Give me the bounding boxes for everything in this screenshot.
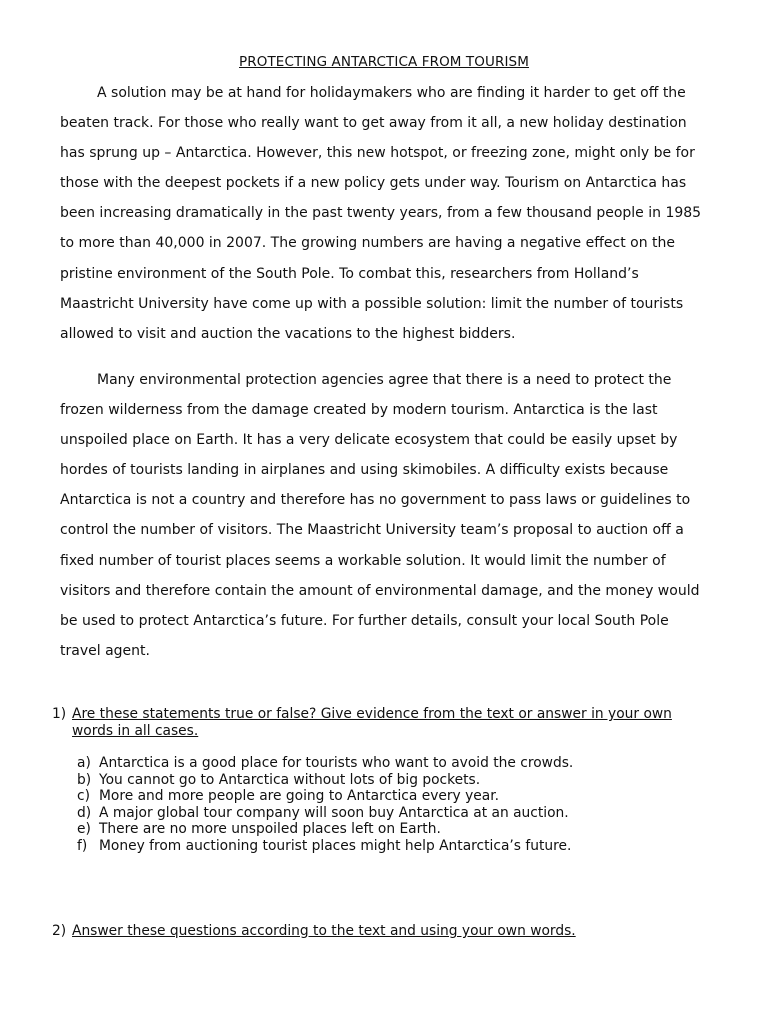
list-item bbox=[77, 821, 573, 838]
item-text: You cannot go to Antarctica without lots of big pockets. bbox=[99, 771, 481, 788]
question-prompt: Are these statements true or false? Give evidence from the text or answer in your own words in all cases. bbox=[72, 706, 672, 739]
item-text: More and more people are going to Antarctica every year. bbox=[99, 788, 499, 805]
item-letter: b) bbox=[77, 771, 92, 788]
item-text: Antarctica is a good place for tourists who want to avoid the crowds. bbox=[99, 755, 574, 771]
item-letter: a) bbox=[77, 755, 91, 771]
question-1 bbox=[52, 706, 712, 739]
question-2 bbox=[52, 923, 712, 940]
document-title: PROTECTING ANTARCTICA FROM TOURISM bbox=[239, 54, 529, 70]
item-letter: f) bbox=[77, 837, 88, 854]
question-prompt: Answer these questions according to the text and using your own words. bbox=[72, 923, 576, 939]
list-item bbox=[77, 805, 573, 822]
list-item bbox=[77, 838, 573, 855]
item-letter: c) bbox=[77, 788, 90, 805]
item-letter: e) bbox=[77, 821, 91, 838]
item-letter: d) bbox=[77, 804, 92, 821]
item-text: There are no more unspoiled places left on Earth. bbox=[99, 821, 441, 838]
paragraph-1: A solution may be at hand for holidaymakers who are finding it harder to get off the beaten track. For those who really want to get away from it all, a new holiday destination has sprung up – Antarctica. However, this new hotspot, or freezing zone, might only be for those with the deepest pockets if a new policy gets under way. Tourism on Antarctica has been increasing dramatically in the past twenty years, from a few thousand people in 1985 to more than 40,000 in 2007. The growing numbers are having a negative effect on the pristine environment of the South Pole. To combat this, researchers from Holland’s Maastricht University have come up with a possible solution: limit the number of tourists allowed to visit and auction the vacations to the highest bidders. bbox=[60, 85, 702, 342]
statement-list bbox=[77, 755, 573, 855]
list-item bbox=[77, 772, 573, 789]
paragraph-2: Many environmental protection agencies agree that there is a need to protect the frozen wilderness from the damage created by modern tourism. Antarctica is the last unspoiled place on Earth. It has a very delicate ecosystem that could be easily upset by hordes of tourists landing in airplanes and using skimobiles. A difficulty exists because Antarctica is not a country and therefore has no government to pass laws or guidelines to control the number of visitors. The Maastricht University team’s proposal to auction off a fixed number of tourist places seems a workable solution. It would limit the number of visitors and therefore contain the amount of environmental damage, and the money would be used to protect Antarctica’s future. For further details, consult your local South Pole travel agent. bbox=[60, 372, 700, 659]
list-item bbox=[77, 755, 573, 772]
question-number: 2) bbox=[52, 923, 67, 939]
list-item bbox=[77, 788, 573, 805]
item-text: Money from auctioning tourist places might help Antarctica’s future. bbox=[99, 837, 572, 854]
question-number: 1) bbox=[52, 706, 67, 722]
item-text: A major global tour company will soon buy Antarctica at an auction. bbox=[99, 804, 569, 821]
